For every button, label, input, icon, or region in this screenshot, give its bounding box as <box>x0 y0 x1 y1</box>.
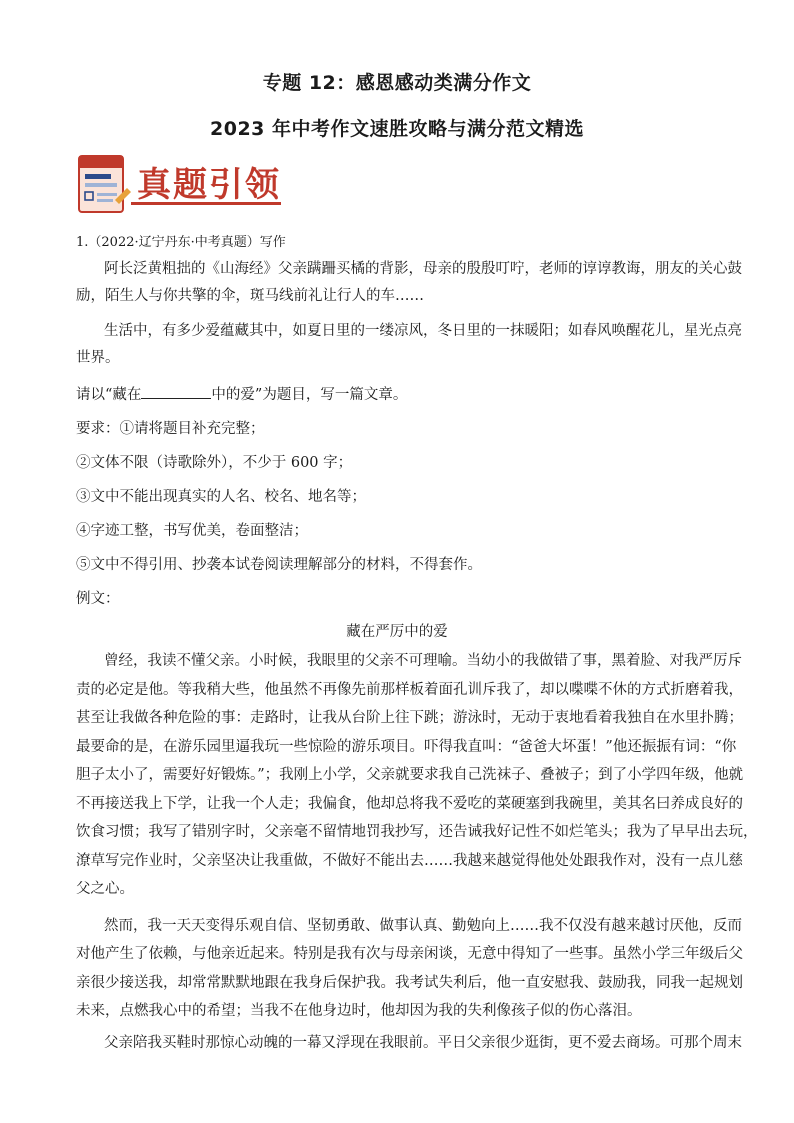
section-banner <box>75 150 290 218</box>
intro-line: 阿长泛黄粗拙的《山海经》父亲蹒跚买橘的背影，母亲的殷殷叮咛，老师的谆谆教诲，朋友的关心鼓 <box>104 261 742 277</box>
page-title-line1: 专题 12：感恩感动类满分作文 <box>262 72 532 94</box>
essay-line: 责的必定是他。等我稍大些，他虽然不再像先前那样板着面孔训斥我了，却以喋喋不休的方式折磨着我， <box>76 682 743 698</box>
essay-line: 不再接送我上下学，让我一个人走；我偏食，他却总将我不爱吃的菜硬塞到我碗里，美其名曰养成良好的 <box>76 796 743 812</box>
requirement-item: ③文中不能出现真实的人名、校名、地名等； <box>76 489 366 505</box>
intro-line: 世界。 <box>76 350 120 366</box>
essay-line: 曾经，我读不懂父亲。小时候，我眼里的父亲不可理喻。当幼小的我做错了事，黑着脸、对我严厉斥 <box>104 653 742 669</box>
essay-line: 胆子太小了，需要好好锻炼。”；我刚上小学，父亲就要求我自己洗袜子、叠被子；到了小学四年级，他就 <box>76 767 744 783</box>
essay-line: 甚至让我做各种危险的事：走路时，让我从台阶上往下跳；游泳时，无动于衷地看着我独自在水里扑腾； <box>76 710 743 726</box>
essay-line: 未来，点燃我心中的希望；当我不在他身边时，他却因为我的失利像孩子似的伤心落泪。 <box>76 1003 642 1019</box>
page-title-line2: 2023 年中考作文速胜攻略与满分范文精选 <box>210 118 584 140</box>
essay-line: 最要命的是，在游乐园里逼我玩一些惊险的游乐项目。吓得我直叫：“爸爸大坏蛋！”他还振振有词：“你 <box>76 739 737 755</box>
question-source: 1.（2022·辽宁丹东·中考真题）写作 <box>76 235 286 250</box>
document-card-icon <box>79 156 131 212</box>
intro-line: 生活中，有多少爱蕴藏其中，如夏日里的一缕凉风，冬日里的一抹暖阳；如春风唤醒花儿，星光点亮 <box>104 323 742 339</box>
essay-line: 父亲陪我买鞋时那惊心动魄的一幕又浮现在我眼前。平日父亲很少逛街，更不爱去商场。可那个周末 <box>104 1035 742 1051</box>
essay-title: 藏在严厉中的爱 <box>346 624 448 640</box>
banner-label: 真题引领 <box>137 165 281 205</box>
essay-line: 然而，我一天天变得乐观自信、坚韧勇敢、做事认真、勤勉向上……我不仅没有越来越讨厌他，反而 <box>104 918 742 934</box>
prompt-text-before: 请以“藏在 <box>76 387 142 403</box>
requirement-item: ②文体不限（诗歌除外），不少于 600 字； <box>76 455 353 471</box>
essay-line: 潦草写完作业时，父亲坚决让我重做，不做好不能出去……我越来越觉得他处处跟我作对，没有一点儿慈 <box>76 853 743 869</box>
intro-line: 励，陌生人与你共擎的伞，斑马线前礼让行人的车…… <box>76 288 424 304</box>
essay-line: 亲很少接送我，却常常默默地跟在我身后保护我。我考试失利后，他一直安慰我、鼓励我，同我一起规划 <box>76 975 743 991</box>
requirement-item: 要求：①请将题目补充完整； <box>76 421 265 437</box>
essay-line: 父之心。 <box>76 881 134 897</box>
essay-line: 饮食习惯；我写了错别字时，父亲毫不留情地罚我抄写，还告诫我好记性不如烂笔头；我为了早早出去玩， <box>76 824 758 840</box>
essay-line: 对他产生了依赖，与他亲近起来。特别是我有次与母亲闲谈，无意中得知了一些事。虽然小学三年级后父 <box>76 946 743 962</box>
writing-prompt <box>76 382 726 409</box>
title-blank <box>141 397 211 399</box>
prompt-text-after: 中的爱”为题目，写一篇文章。 <box>211 387 408 403</box>
requirement-item: ④字迹工整，书写优美，卷面整洁； <box>76 523 308 539</box>
example-label: 例文： <box>76 591 120 607</box>
requirement-item: ⑤文中不得引用、抄袭本试卷阅读理解部分的材料，不得套作。 <box>76 557 482 573</box>
